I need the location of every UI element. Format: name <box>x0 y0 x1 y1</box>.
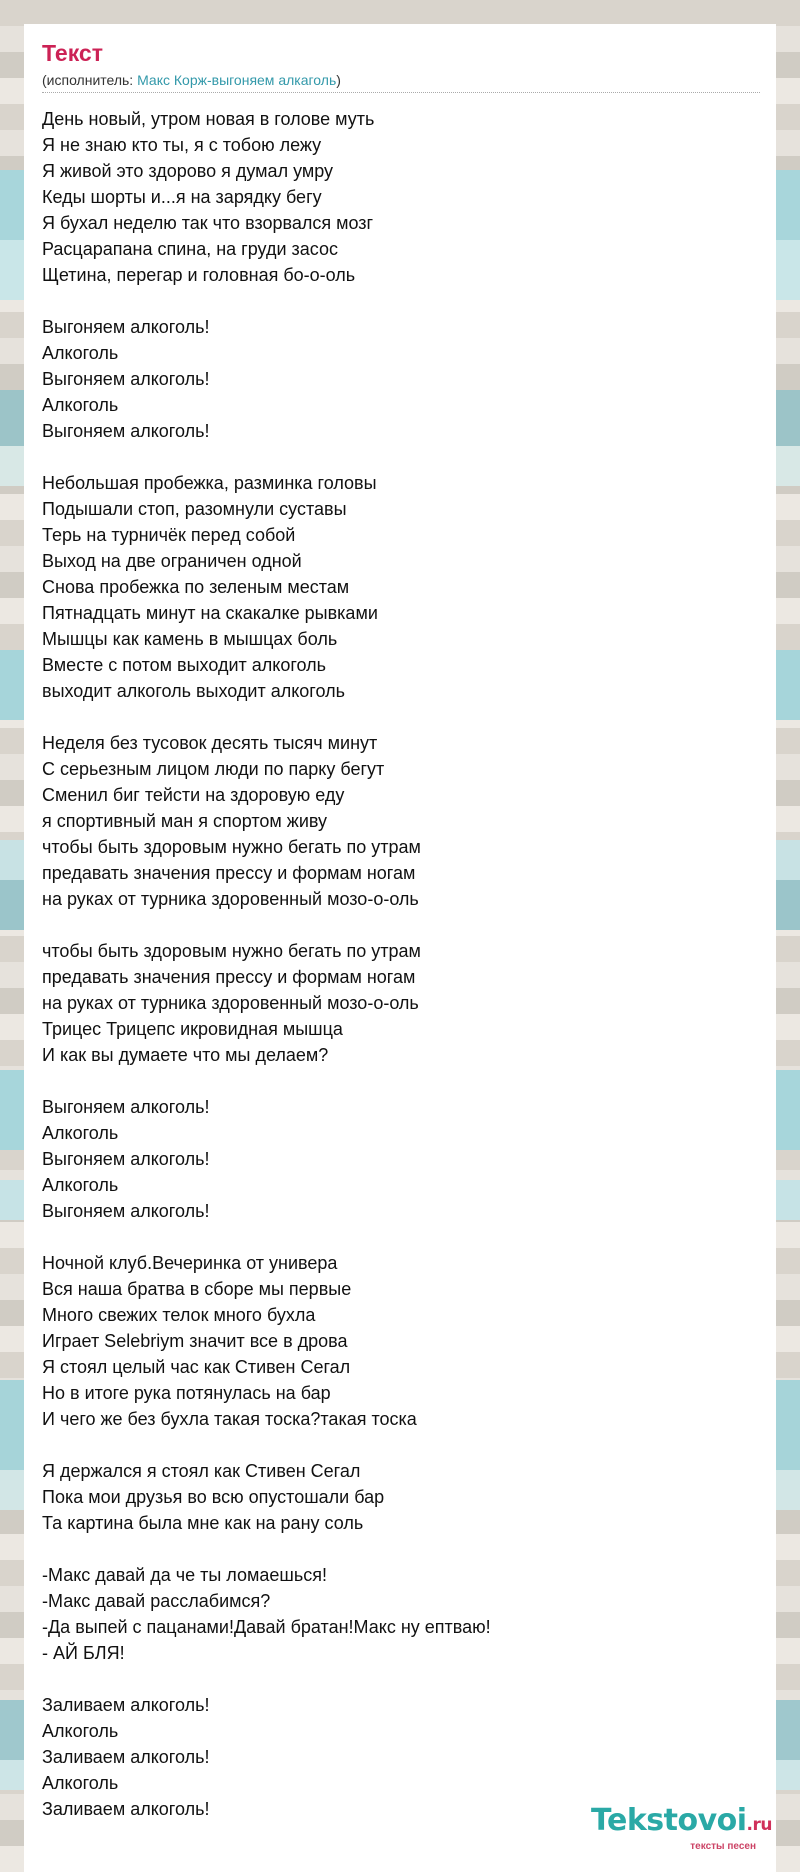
lyric-line: Пока мои друзья во всю опустошали бар <box>42 1487 385 1507</box>
lyric-line: выходит алкоголь выходит алкоголь <box>42 681 345 701</box>
page-title: Текст <box>42 40 103 66</box>
lyric-line: Выгоняем алкоголь! <box>42 421 210 441</box>
lyrics-text <box>42 106 760 1822</box>
lyric-line: Алкоголь <box>42 395 119 415</box>
lyric-line: Сменил биг тейсти на здоровую еду <box>42 785 345 805</box>
lyric-line: чтобы быть здоровым нужно бегать по утрам <box>42 837 421 857</box>
lyric-line: Ночной клуб.Вечеринка от универа <box>42 1253 338 1273</box>
lyric-line: Выгоняем алкоголь! <box>42 1149 210 1169</box>
lyric-line <box>42 1068 760 1094</box>
lyric-line: Выгоняем алкоголь! <box>42 1097 210 1117</box>
lyric-line: Выгоняем алкоголь! <box>42 369 210 389</box>
lyric-line: Много свежих телок много бухла <box>42 1305 316 1325</box>
performer-link[interactable]: Макс Корж-выгоняем алкаголь <box>137 72 337 88</box>
lyric-line: Терь на турничёк перед собой <box>42 525 296 545</box>
lyric-line: Трицес Трицепс икровидная мышца <box>42 1019 343 1039</box>
lyric-line: Та картина была мне как на рану соль <box>42 1513 364 1533</box>
lyric-line: - АЙ БЛЯ! <box>42 1643 125 1663</box>
lyric-line: Алкоголь <box>42 343 119 363</box>
lyric-line: Кеды шорты и...я на зарядку бегу <box>42 187 322 207</box>
lyric-line: Неделя без тусовок десять тысяч минут <box>42 733 378 753</box>
logo-tagline: тексты песен <box>690 1841 756 1852</box>
lyric-line: Заливаем алкоголь! <box>42 1695 210 1715</box>
lyric-line: И чего же без бухла такая тоска?такая тоска <box>42 1409 417 1429</box>
lyric-line <box>42 704 760 730</box>
lyric-line: Расцарапана спина, на груди засос <box>42 239 338 259</box>
lyric-line: я спортивный ман я спортом живу <box>42 811 328 831</box>
lyric-line: на руках от турника здоровенный мозо-о-оль <box>42 889 419 909</box>
lyric-line <box>42 1666 760 1692</box>
lyric-line: И как вы думаете что мы делаем? <box>42 1045 329 1065</box>
lyric-line: -Да выпей с пацанами!Давай братан!Макс ну ептваю! <box>42 1617 491 1637</box>
lyric-line <box>42 1432 760 1458</box>
lyric-line: Играет Selebriym значит все в дрова <box>42 1331 348 1351</box>
lyric-line <box>42 444 760 470</box>
lyric-line: Алкоголь <box>42 1175 119 1195</box>
lyric-line: Но в итоге рука потянулась на бар <box>42 1383 331 1403</box>
lyric-line: Выгоняем алкоголь! <box>42 317 210 337</box>
lyric-line: Я бухал неделю так что взорвался мозг <box>42 213 374 233</box>
lyric-line: чтобы быть здоровым нужно бегать по утрам <box>42 941 421 961</box>
lyric-line <box>42 1224 760 1250</box>
lyric-line: Я стоял целый час как Стивен Сегал <box>42 1357 351 1377</box>
lyric-line: Я не знаю кто ты, я с тобою лежу <box>42 135 322 155</box>
lyric-line: Небольшая пробежка, разминка головы <box>42 473 377 493</box>
lyric-line: Заливаем алкоголь! <box>42 1747 210 1767</box>
lyric-line: предавать значения прессу и формам ногам <box>42 863 416 883</box>
lyric-line: Щетина, перегар и головная бо-о-оль <box>42 265 356 285</box>
lyric-line: Выгоняем алкоголь! <box>42 1201 210 1221</box>
lyric-line: С серьезным лицом люди по парку бегут <box>42 759 385 779</box>
lyric-line: Вся наша братва в сборе мы первые <box>42 1279 352 1299</box>
lyric-line: Вместе с потом выходит алкоголь <box>42 655 327 675</box>
lyric-line: День новый, утром новая в голове муть <box>42 109 375 129</box>
logo-tld: .ru <box>746 1815 772 1835</box>
lyric-line: на руках от турника здоровенный мозо-о-оль <box>42 993 419 1013</box>
lyric-line: Подышали стоп, разомнули суставы <box>42 499 347 519</box>
lyric-line <box>42 1536 760 1562</box>
lyric-line: Я держался я стоял как Стивен Сегал <box>42 1461 361 1481</box>
lyric-line: -Макс давай да че ты ломаешься! <box>42 1565 327 1585</box>
lyric-line: -Макс давай расслабимся? <box>42 1591 271 1611</box>
lyric-line: Заливаем алкоголь! <box>42 1799 210 1819</box>
lyric-line: Алкоголь <box>42 1773 119 1793</box>
performer-suffix: ) <box>336 72 341 88</box>
logo-wordmark <box>572 1803 772 1840</box>
lyric-line: Алкоголь <box>42 1721 119 1741</box>
lyric-line: предавать значения прессу и формам ногам <box>42 967 416 987</box>
lyric-line: Алкоголь <box>42 1123 119 1143</box>
lyric-line <box>42 288 760 314</box>
site-logo[interactable] <box>572 1803 772 1852</box>
lyrics-card <box>24 24 776 1872</box>
lyric-line: Выход на две ограничен одной <box>42 551 302 571</box>
performer-prefix: (исполнитель: <box>42 72 138 88</box>
lyric-line <box>42 912 760 938</box>
lyric-line: Я живой это здорово я думал умру <box>42 161 334 181</box>
lyric-line: Снова пробежка по зеленым местам <box>42 577 350 597</box>
performer-line <box>42 72 760 93</box>
logo-name: Tekstovoi <box>591 1803 747 1838</box>
lyric-line: Пятнадцать минут на скакалке рывками <box>42 603 378 623</box>
lyric-line: Мышцы как камень в мышцах боль <box>42 629 338 649</box>
